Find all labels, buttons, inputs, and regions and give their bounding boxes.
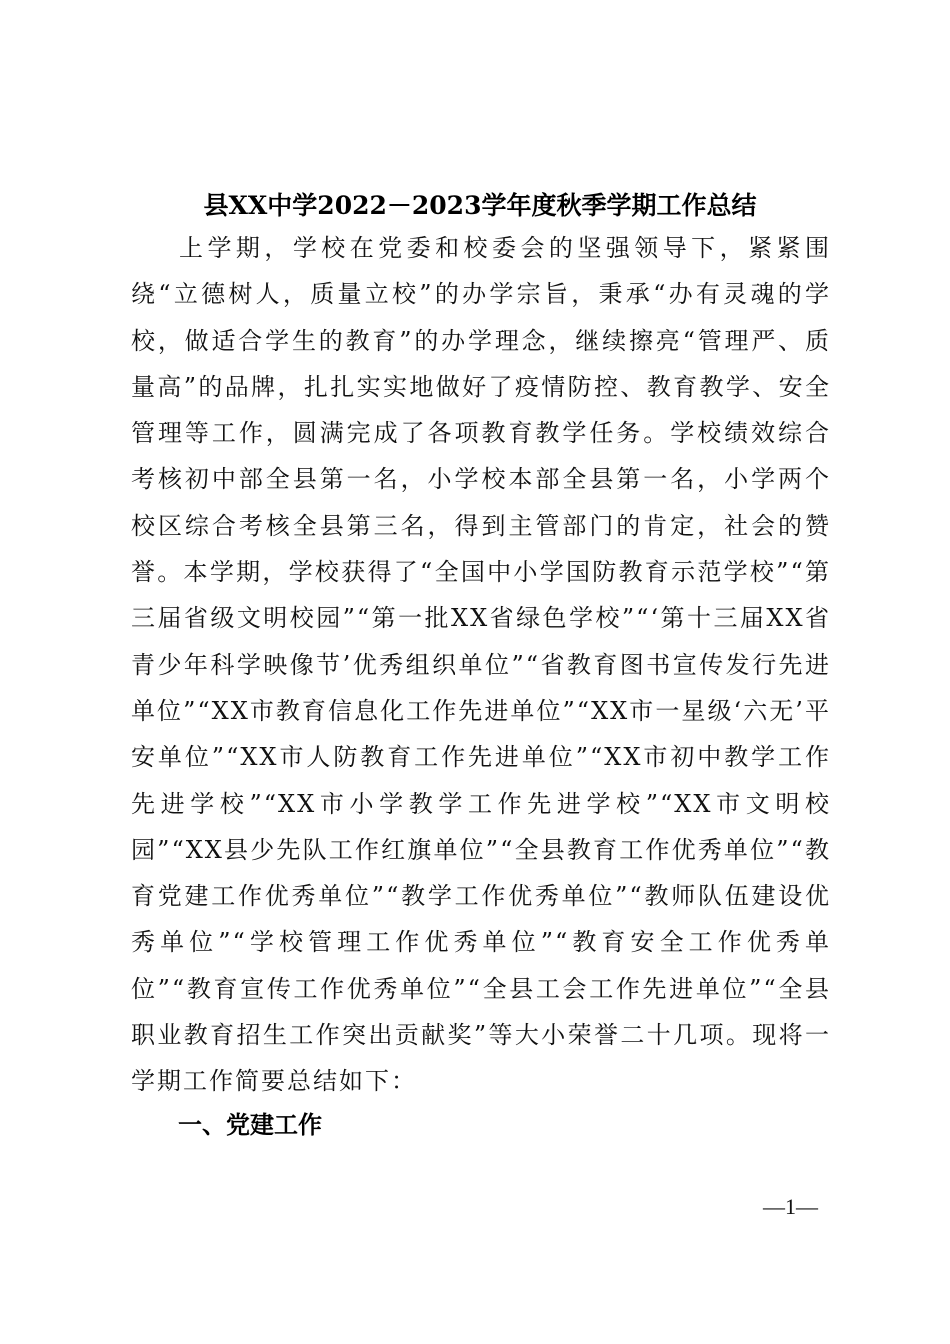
section-heading: 一、党建工作	[178, 1111, 322, 1139]
document-title: 县XX中学2022－2023学年度秋季学期工作总结	[203, 191, 757, 220]
body-paragraph: 上学期，学校在党委和校委会的坚强领导下，紧紧围绕“立德树人，质量立校”的办学宗旨，秉承“办有灵魂的学校，做适合学生的教育”的办学理念，继续擦亮“管理严、质量高”的品牌，扎扎实实地做好了疫情防控、教育教学、安全管理等工作，圆满完成了各项教育教学任务。学校绩效综合考核初中部全县第一名，小学校本部全县第一名，小学两个校区综合考核全县第三名，得到主管部门的肯定，社会的赞誉。本学期，学校获得了“全国中小学国防教育示范学校”“第三届省级文明校园”“第一批XX省绿色学校”“‘第十三届XX省青少年科学映像节’优秀组织单位”“省教育图书宣传发行先进单位”“XX市教育信息化工作先进单位”“XX市一星级‘六无’平安单位”“XX市人防教育工作先进单位”“XX市初中教学工作先进学校”“XX市小学教学工作先进学校”“XX市文明校园”“XX县少先队工作红旗单位”“全县教育工作优秀单位”“教育党建工作优秀单位”“教学工作优秀单位”“教师队伍建设优秀单位”“学校管理工作优秀单位”“教育安全工作优秀单位”“教育宣传工作优秀单位”“全县工会工作先进单位”“全县职业教育招生工作突出贡献奖”等大小荣誉二十几项。现将一学期工作简要总结如下：	[131, 234, 831, 1096]
page-number: —1—	[763, 1194, 818, 1219]
